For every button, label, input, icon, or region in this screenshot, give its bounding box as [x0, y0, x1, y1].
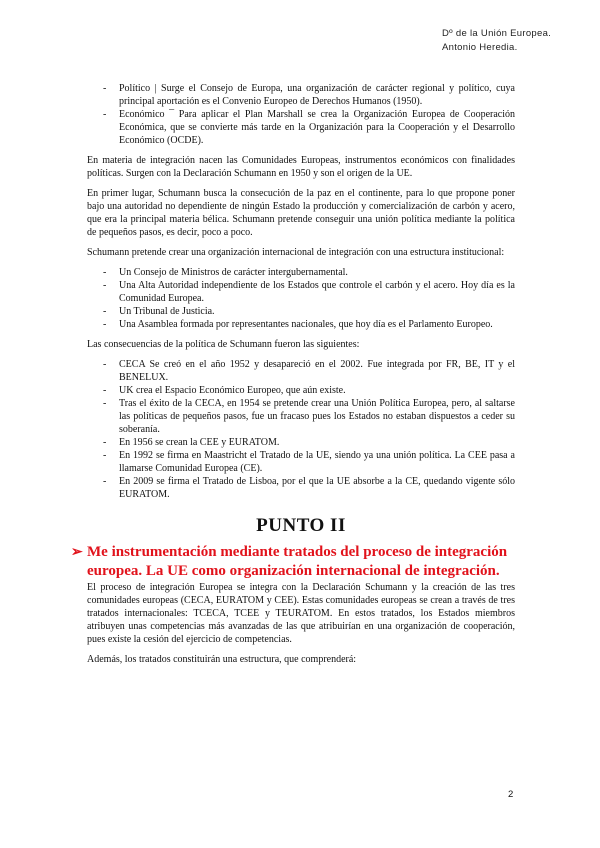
list-item: - En 2009 se firma el Tratado de Lisboa, por el que la UE absorbe a la CE, quedando vigente sólo EURATOM. [103, 476, 515, 500]
list-item: - En 1992 se firma en Maastricht el Tratado de la UE, siendo ya una unión política. La CEE pasa a llamarse Comunidad Europea (CE). [103, 450, 515, 474]
dash-bullet: - [103, 83, 107, 94]
paragraph: En materia de integración nacen las Comunidades Europeas, instrumentos económicos con finalidades políticas. Surgen con la Declaración Schumann en 1950 y son el origen de la UE. [87, 155, 515, 179]
institutional-list [87, 266, 515, 331]
section-title-text: Me instrumentación mediante tratados del proceso de integración europea. La UE como organización internacional de integración. [87, 544, 508, 579]
header-author: Antonio Heredia. [442, 42, 518, 53]
dash-bullet: - [103, 267, 107, 278]
dash-bullet: - [103, 398, 107, 409]
dash-bullet: - [103, 476, 107, 487]
list-item: - Tras el éxito de la CECA, en 1954 se pretende crear una Unión Política Europea, pero, al saltarse las políticas de pequeños pasos, fue un fracaso pues los Estados no estaban dispuestos a ceder su soberanía. [103, 398, 515, 435]
list-item: - UK crea el Espacio Económico Europeo, que aún existe. [103, 385, 346, 396]
dash-bullet: - [103, 319, 107, 330]
list-item: - CECA Se creó en el año 1952 y desapareció en el 2002. Fue integrada por FR, BE, IT y el BENELUX. [103, 359, 515, 383]
dash-bullet: - [103, 109, 107, 120]
section-title [71, 543, 515, 581]
page-header [442, 27, 551, 55]
header-course: Dº de la Unión Europea. [442, 28, 552, 39]
dash-bullet: - [103, 437, 107, 448]
dash-bullet: - [103, 385, 107, 396]
consequences-list [87, 358, 515, 501]
arrow-bullet-icon: ➢ [71, 545, 83, 560]
document-body [71, 82, 515, 673]
dash-bullet: - [103, 306, 107, 317]
list-item: - En 1956 se crean la CEE y EURATOM. [103, 437, 280, 448]
dash-bullet: - [103, 280, 107, 291]
dash-bullet: - [103, 359, 107, 370]
section-heading: PUNTO II [256, 515, 346, 536]
paragraph: Schumann pretende crear una organización internacional de integración con una estructura institucional: [87, 247, 505, 258]
list-item: - Un Consejo de Ministros de carácter intergubernamental. [103, 267, 348, 278]
page-number: 2 [508, 789, 514, 800]
intro-list [87, 82, 515, 147]
list-item: - Económico ¯ Para aplicar el Plan Marshall se crea la Organización Europea de Cooperación Económica, que se convierte más tarde en la Organización para la Cooperación y el Desarrollo Económico (OCDE). [103, 109, 515, 146]
paragraph: En primer lugar, Schumann busca la consecución de la paz en el continente, para lo que propone poner bajo una autoridad no dependiente de ningún Estado la producción y comercialización de carbón y acero, que era la principal materia bélica. Schumann pretende conseguir una unión política mediante la política de pequeños pasos, es decir, poco a poco. [87, 188, 515, 238]
list-item: - Un Tribunal de Justicia. [103, 306, 215, 317]
paragraph: Además, los tratados constituirán una estructura, que comprenderá: [87, 654, 357, 665]
list-item: - Político | Surge el Consejo de Europa, una organización de carácter regional y político, cuya principal aportación es el Convenio Europeo de Derechos Humanos (1950). [103, 83, 515, 107]
list-item: - Una Alta Autoridad independiente de los Estados que controle el carbón y el acero. Hoy día es la Comunidad Europea. [103, 280, 515, 304]
paragraph: El proceso de integración Europea se integra con la Declaración Schumann y la creación de las tres comunidades europeas (CECA, EURATOM y CEE). Estas comunidades europeas se crean a través de tres tratados internacionales: TCECA, TCEE y TEURATOM. En estos tratados, los Estados miembros atribuyen unas competencias más avanzadas de las que atribuirían en una organización de cooperación, pues existe la cesión del ejercicio de competencias. [87, 582, 515, 645]
paragraph: Las consecuencias de la política de Schumann fueron las siguientes: [87, 339, 360, 350]
dash-bullet: - [103, 450, 107, 461]
list-item: - Una Asamblea formada por representantes nacionales, que hoy día es el Parlamento Europeo. [103, 319, 493, 330]
